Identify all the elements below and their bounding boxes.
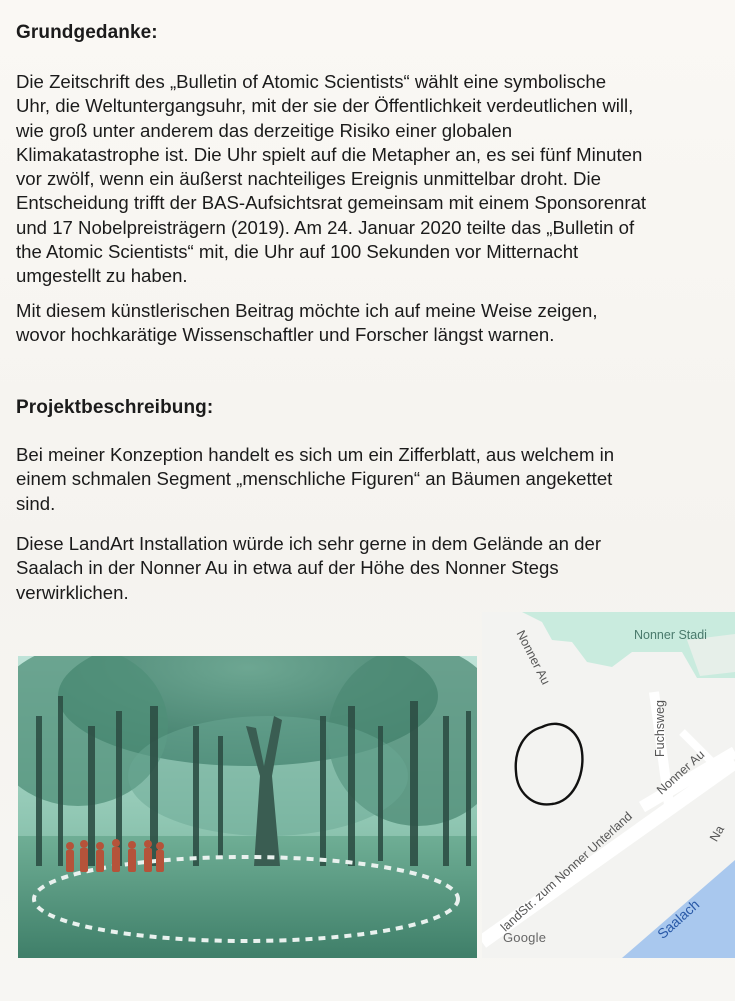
projekt-paragraph-1	[16, 443, 721, 516]
text-line: Bei meiner Konzeption handelt es sich um ein Zifferblatt, aus welchem in	[16, 444, 615, 465]
text-line: verwirklichen.	[16, 581, 129, 603]
projekt-paragraph-2	[16, 532, 721, 605]
projektbeschreibung-heading: Projektbeschreibung:	[16, 397, 214, 418]
text-line: Klimakatastrophe ist. Die Uhr spielt auf die Metapher an, es sei fünf Minuten	[16, 143, 643, 165]
map-label-fuchsweg: Fuchsweg	[653, 700, 667, 757]
text-line: the Atomic Scientists“ mit, die Uhr auf 100 Sekunden vor Mitternacht	[16, 241, 579, 263]
grundgedanke-heading: Grundgedanke:	[16, 22, 158, 43]
grundgedanke-paragraph-1	[16, 70, 721, 289]
map-label-nonner-au: Nonner Au	[513, 628, 553, 687]
text-line: Saalach in der Nonner Au in etwa auf der Höhe des Nonner Stegs	[16, 557, 559, 579]
text-line: umgestellt zu haben.	[16, 265, 188, 287]
text-line: Mit diesem künstlerischen Beitrag möchte ich auf meine Weise zeigen,	[16, 300, 598, 321]
map-label-nonner-stadion: Nonner Stadi	[634, 628, 707, 642]
text-line: Uhr, die Weltuntergangsuhr, mit der sie der Öffentlichkeit verdeutlichen will,	[16, 95, 634, 117]
map-label-nonner-au-road: Nonner Au	[654, 747, 708, 798]
map-label-na: Na	[707, 823, 728, 844]
text-line: vor zwölf, wenn ein äußerst nachteiliges Ereignis unmittelbar droht. Die	[16, 168, 601, 190]
text-line: und 17 Nobelpreisträgern (2019). Am 24. Januar 2020 teilte das „Bulletin of	[16, 216, 635, 238]
forest-illustration	[18, 656, 477, 958]
text-line: wovor hochkarätige Wissenschaftler und Forscher längst warnen.	[16, 324, 555, 346]
text-line: Diese LandArt Installation würde ich sehr gerne in dem Gelände an der	[16, 533, 602, 554]
text-line: wie groß unter anderem das derzeitige Risiko einer globalen	[16, 119, 513, 141]
forest-installation-photo	[18, 656, 477, 958]
location-map	[482, 612, 735, 958]
map-label-saalach: Saalach	[654, 896, 703, 942]
text-line: Die Zeitschrift des „Bulletin of Atomic Scientists“ wählt eine symbolische	[16, 71, 607, 92]
map-attribution: Google	[503, 930, 547, 945]
grundgedanke-paragraph-2	[16, 299, 721, 348]
map-label-landstrasse: landStr. zum Nonner Unterland	[498, 809, 635, 935]
text-line: einem schmalen Segment „menschliche Figuren“ an Bäumen angekettet	[16, 468, 613, 490]
text-line: sind.	[16, 492, 56, 514]
text-line: Entscheidung trifft der BAS-Aufsichtsrat gemeinsam mit einem Sponsorenrat	[16, 192, 647, 214]
